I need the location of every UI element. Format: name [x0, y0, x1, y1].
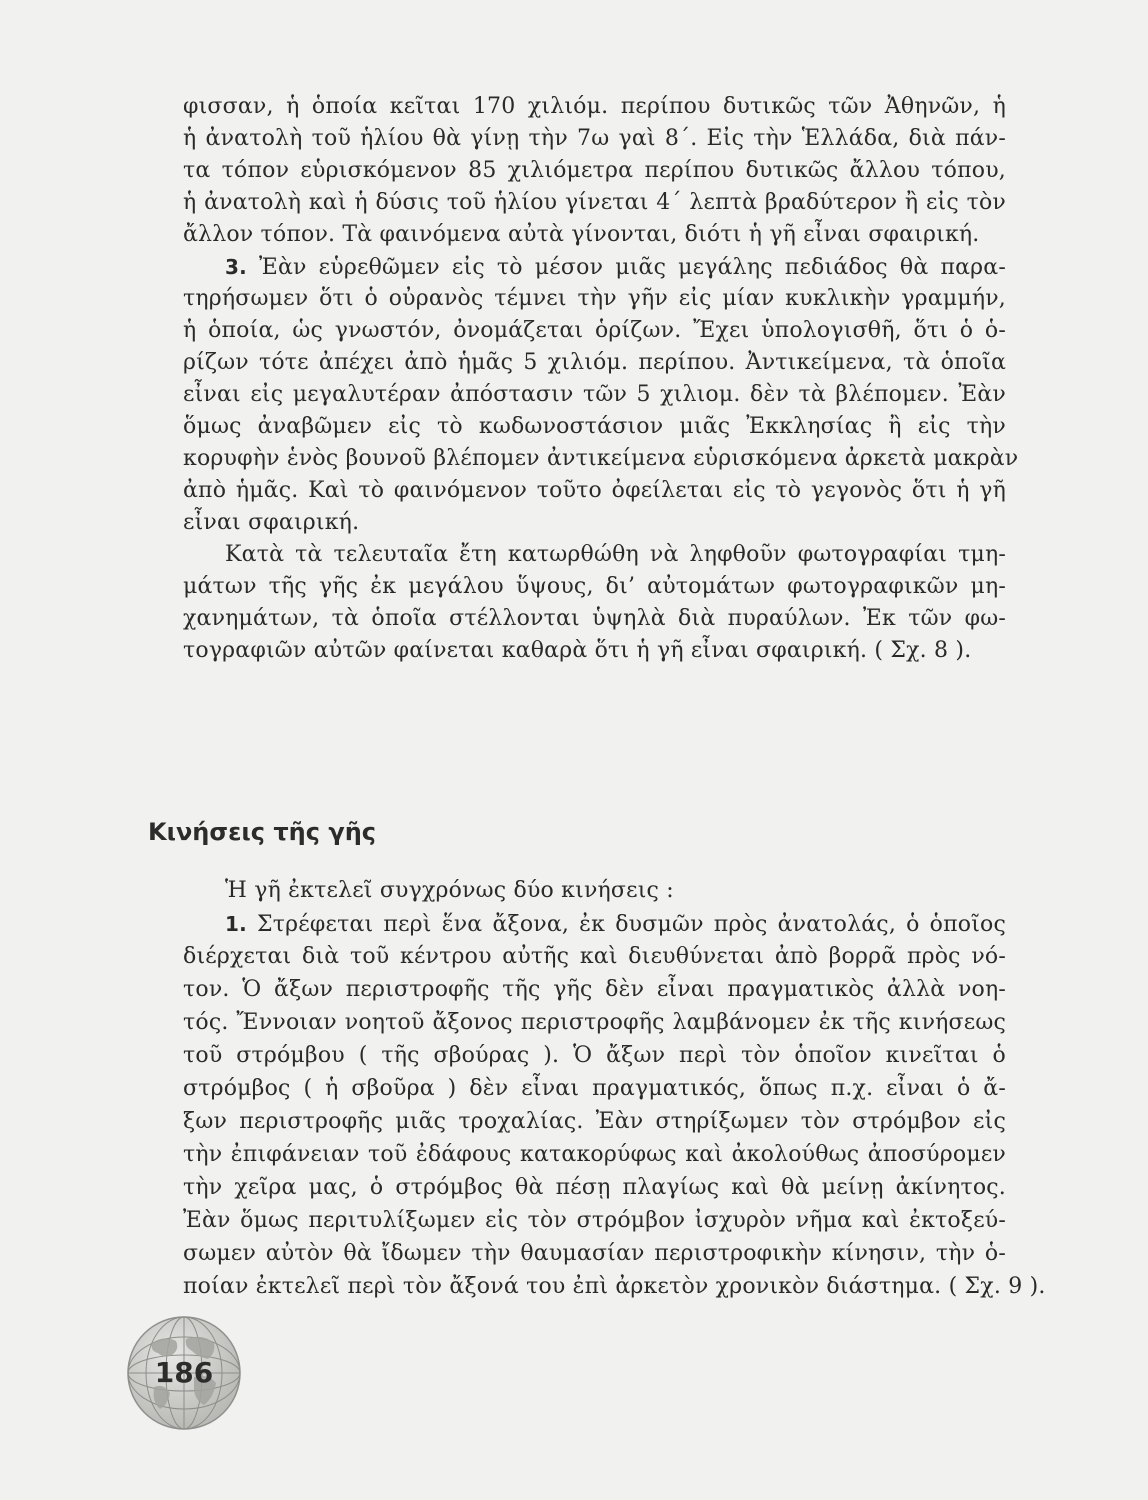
- text-line: ξων περιστροφῆς μιᾶς τροχαλίας. Ἐὰν στηρίξωμεν τὸν στρόμβον εἰς: [183, 1109, 1006, 1134]
- section-heading: Κινήσεις τῆς γῆς: [148, 818, 377, 846]
- text-line: σωμεν αὐτὸν θὰ ἴδωμεν τὴν θαυμασίαν περιστροφικὴν κίνησιν, τὴν ὁ-: [183, 1241, 1006, 1266]
- text-line: φισσαν, ἡ ὁποία κεῖται 170 χιλιόμ. περίπου δυτικῶς τῶν Ἀθηνῶν, ἡ: [183, 94, 1006, 119]
- paragraph-number: 3.: [225, 255, 247, 279]
- text-line: διέρχεται διὰ τοῦ κέντρου αὐτῆς καὶ διευθύνεται ἀπὸ βορρᾶ πρὸς νό-: [183, 944, 1006, 969]
- text-line: εἶναι σφαιρική.: [183, 510, 360, 535]
- text-line: χανημάτων, τὰ ὁποῖα στέλλονται ὑψηλὰ διὰ πυραύλων. Ἐκ τῶν φω-: [183, 606, 1006, 631]
- text-line: τὴν ἐπιφάνειαν τοῦ ἐδάφους κατακορύφως καὶ ἀκολούθως ἀποσύρομεν: [183, 1142, 1006, 1167]
- text-line: στρόμβος ( ἡ σβοῦρα ) δὲν εἶναι πραγματικός, ὅπως π.χ. εἶναι ὁ ἄ-: [183, 1076, 1006, 1101]
- text-line: τηρήσωμεν ὅτι ὁ οὐρανὸς τέμνει τὴν γῆν εἰς μίαν κυκλικὴν γραμμήν,: [183, 286, 1006, 311]
- intro-line: Ἡ γῆ ἐκτελεῖ συγχρόνως δύο κινήσεις :: [225, 878, 674, 903]
- text-line: ἀπὸ ἡμᾶς. Καὶ τὸ φαινόμενον τοῦτο ὀφείλεται εἰς τὸ γεγονὸς ὅτι ἡ γῆ: [183, 478, 1006, 503]
- text-line: ποίαν ἐκτελεῖ περὶ τὸν ἄξονά του ἐπὶ ἀρκετὸν χρονικὸν διάστημα. ( Σχ. 9 ).: [183, 1274, 1046, 1299]
- text-line: κορυφὴν ἑνὸς βουνοῦ βλέπομεν ἀντικείμενα εὑρισκόμενα ἀρκετὰ μακρὰν: [183, 446, 1019, 471]
- text-line: ἄλλον τόπον. Τὰ φαινόμενα αὐτὰ γίνονται, διότι ἡ γῆ εἶναι σφαιρική.: [183, 222, 980, 247]
- text-line: ἡ ἀνατολὴ καὶ ἡ δύσις τοῦ ἡλίου γίνεται 4΄ λεπτὰ βραδύτερον ἢ εἰς τὸν: [183, 190, 1006, 215]
- text-line: ὅμως ἀναβῶμεν εἰς τὸ κωδωνοστάσιον μιᾶς Ἐκκλησίας ἢ εἰς τὴν: [183, 414, 1006, 439]
- paragraph-3-first-text: Ἐὰν εὑρεθῶμεν εἰς τὸ μέσον μιᾶς μεγάλης πεδιάδος θὰ παρα-: [259, 255, 1006, 280]
- text-line: τα τόπον εὑρισκόμενον 85 χιλιόμετρα περίπου δυτικῶς ἄλλου τόπου,: [183, 158, 1006, 183]
- page-number: 186: [154, 1356, 214, 1389]
- item-number: 1.: [225, 912, 247, 936]
- text-line: Ἐὰν ὅμως περιτυλίξωμεν εἰς τὸν στρόμβον ἰσχυρὸν νῆμα καὶ ἐκτοξεύ-: [183, 1208, 1006, 1233]
- text-line: τός. Ἔννοιαν νοητοῦ ἄξονος περιστροφῆς λαμβάνομεν ἐκ τῆς κινήσεως: [183, 1010, 1006, 1035]
- text-line: τοῦ στρόμβου ( τῆς σβούρας ). Ὁ ἄξων περὶ τὸν ὁποῖον κινεῖται ὁ: [183, 1043, 1006, 1068]
- text-line: ἡ ἀνατολὴ τοῦ ἡλίου θὰ γίνῃ τὴν 7ω γαὶ 8΄. Εἰς τὴν Ἑλλάδα, διὰ πάν-: [183, 126, 1006, 151]
- text-line: τον. Ὁ ἄξων περιστροφῆς τῆς γῆς δὲν εἶναι πραγματικὸς ἀλλὰ νοη-: [183, 977, 1006, 1002]
- text-line: εἶναι εἰς μεγαλυτέραν ἀπόστασιν τῶν 5 χιλιομ. δὲν τὰ βλέπομεν. Ἐὰν: [183, 382, 1006, 407]
- text-line: τογραφιῶν αὐτῶν φαίνεται καθαρὰ ὅτι ἡ γῆ εἶναι σφαιρική. ( Σχ. 8 ).: [183, 638, 972, 663]
- text-line: Κατὰ τὰ τελευταῖα ἔτη κατωρθώθη νὰ ληφθοῦν φωτογραφίαι τμη-: [225, 542, 1006, 567]
- text-line: ἡ ὁποία, ὡς γνωστόν, ὀνομάζεται ὁρίζων. Ἔχει ὑπολογισθῆ, ὅτι ὁ ὁ-: [183, 318, 1006, 343]
- item-1-first-line: [225, 909, 1006, 939]
- text-line: μάτων τῆς γῆς ἐκ μεγάλου ὕψους, δι’ αὐτομάτων φωτογραφικῶν μη-: [183, 574, 1006, 599]
- paragraph-3-first-line: [225, 252, 1006, 282]
- text-line: τὴν χεῖρα μας, ὁ στρόμβος θὰ πέσῃ πλαγίως καὶ θὰ μείνῃ ἀκίνητος.: [183, 1175, 1006, 1200]
- item-1-first-text: Στρέφεται περὶ ἕνα ἄξονα, ἐκ δυσμῶν πρὸς ἀνατολάς, ὁ ὁποῖος: [257, 912, 1006, 937]
- text-line: ρίζων τότε ἀπέχει ἀπὸ ἡμᾶς 5 χιλιόμ. περίπου. Ἀντικείμενα, τὰ ὁποῖα: [183, 350, 1006, 375]
